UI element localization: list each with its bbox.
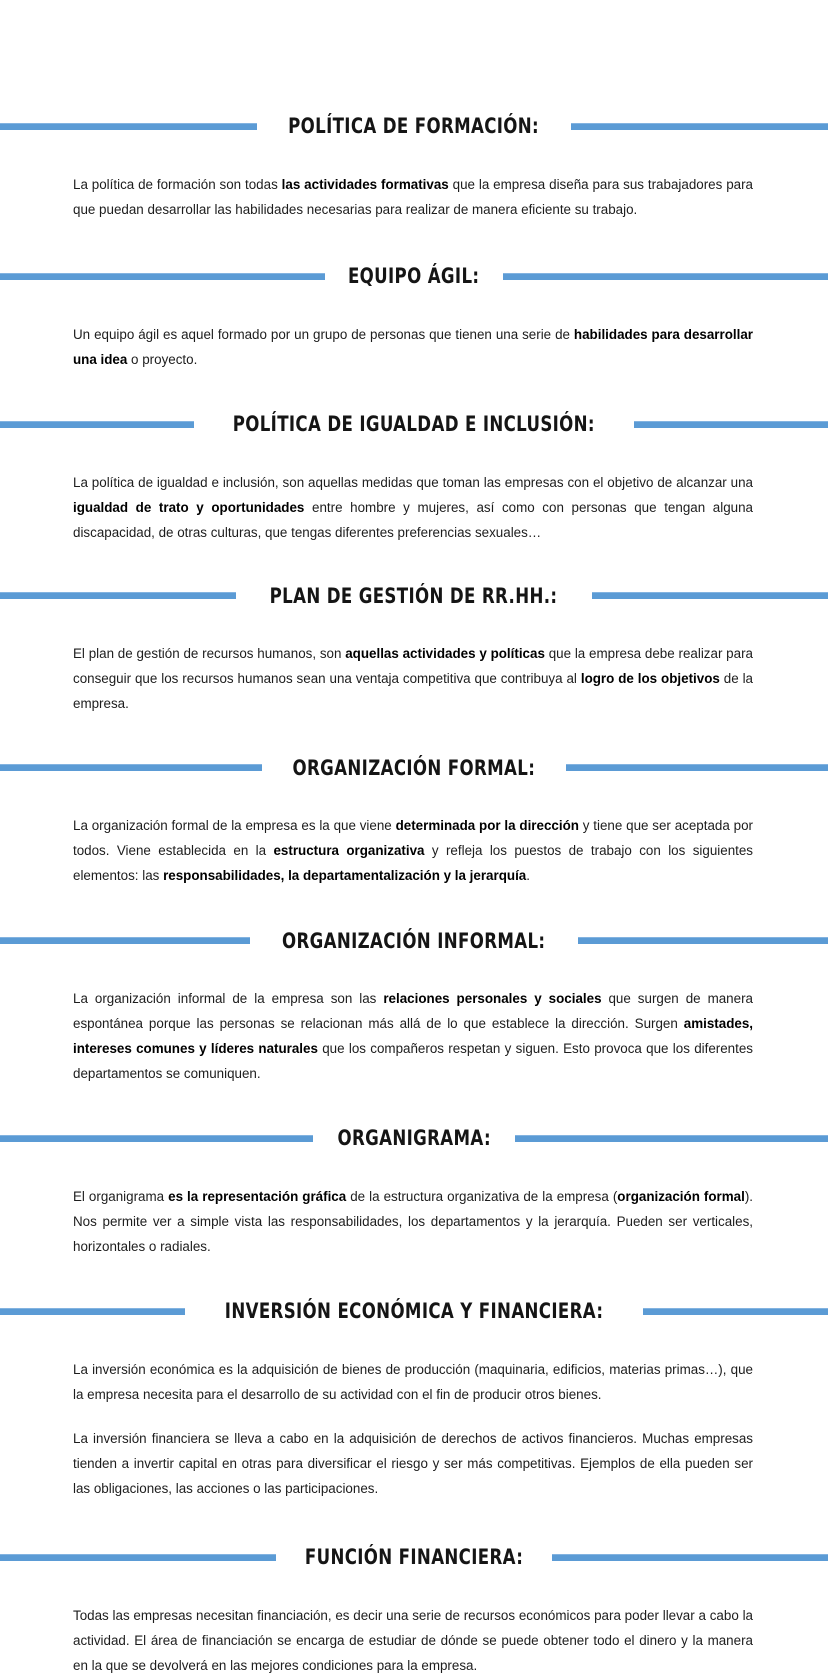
- section-heading: PLAN DE GESTIÓN DE RR.HH.:: [270, 583, 558, 608]
- emphasis-text: habilidades para desarrollar una idea: [73, 326, 753, 367]
- body-text: La política de igualdad e inclusión, son aquellas medidas que toman las empresas con el objetivo de alcanzar una: [73, 474, 753, 490]
- section-organizacion-formal: [0, 737, 828, 888]
- body-text: que surgen de manera espontánea porque las personas se relacionan más allá de lo que establece la dirección. Surgen: [73, 991, 753, 1032]
- section-politica-igualdad: [0, 394, 828, 545]
- emphasis-text: amistades, intereses comunes y líderes naturales: [73, 1016, 753, 1057]
- section-body: [0, 1357, 828, 1501]
- body-text: La inversión económica es la adquisición de bienes de producción (maquinaria, edificios, materias primas…), que la empresa necesita para el desarrollo de su actividad con el fin de producir otros bienes.: [73, 1361, 753, 1402]
- paragraph: [73, 322, 753, 372]
- section-heading-row: [0, 96, 828, 157]
- body-text: La política de formación son todas: [73, 176, 282, 192]
- section-heading-row: [0, 394, 828, 455]
- document-content: [0, 96, 828, 1678]
- emphasis-text: igualdad de trato y oportunidades: [73, 499, 305, 515]
- section-politica-formacion: [0, 96, 828, 222]
- section-heading: EQUIPO ÁGIL:: [348, 264, 480, 289]
- section-heading-row: [0, 737, 828, 798]
- section-heading: FUNCIÓN FINANCIERA:: [304, 1545, 524, 1570]
- section-body: [0, 641, 828, 716]
- heading-rule-right: [634, 421, 828, 428]
- heading-rule-right: [552, 1554, 828, 1561]
- emphasis-text: las actividades formativas: [281, 176, 449, 192]
- heading-rule-left: [0, 421, 194, 428]
- heading-rule-right: [578, 937, 828, 944]
- section-heading: ORGANIGRAMA:: [337, 1126, 491, 1151]
- emphasis-text: aquellas actividades y políticas: [345, 646, 545, 662]
- emphasis-text: relaciones personales y sociales: [383, 991, 602, 1007]
- section-heading-row: [0, 910, 828, 971]
- emphasis-text: responsabilidades, la departamentalización y la jerarquía: [163, 868, 527, 884]
- paragraph: [73, 1603, 753, 1678]
- section-body: [0, 986, 828, 1086]
- heading-rule-right: [515, 1135, 828, 1142]
- body-text: y refleja los puestos de trabajo con los siguientes elementos: las: [73, 843, 754, 884]
- emphasis-text: determinada por la dirección: [395, 818, 579, 834]
- heading-rule-left: [0, 1308, 185, 1315]
- section-heading-row: [0, 1527, 828, 1588]
- paragraph: [73, 470, 753, 545]
- section-heading: POLÍTICA DE IGUALDAD E INCLUSIÓN:: [232, 412, 596, 437]
- body-text: y tiene que ser aceptada por todos. Viene establecida en la: [73, 818, 753, 859]
- heading-rule-left: [0, 1554, 276, 1561]
- emphasis-text: logro de los objetivos: [580, 671, 720, 687]
- section-organizacion-informal: [0, 910, 828, 1086]
- paragraph: [73, 641, 753, 716]
- body-text: que los compañeros respetan y siguen. Esto provoca que los diferentes departamentos se comuniquen.: [73, 1041, 753, 1082]
- section-funcion-financiera: [0, 1527, 828, 1678]
- section-heading-row: [0, 246, 828, 307]
- heading-rule-right: [643, 1308, 828, 1315]
- emphasis-text: es la representación gráfica: [168, 1188, 347, 1204]
- heading-rule-right: [503, 273, 828, 280]
- heading-rule-right: [571, 123, 828, 130]
- section-body: [0, 1603, 828, 1678]
- section-body: [0, 470, 828, 545]
- section-plan-gestion-rrhh: [0, 566, 828, 717]
- body-text: El plan de gestión de recursos humanos, son: [73, 646, 346, 662]
- body-text: de la empresa.: [73, 671, 754, 712]
- section-body: [0, 322, 828, 372]
- section-body: [0, 1184, 828, 1259]
- body-text: que la empresa debe realizar para conseguir que los recursos humanos sean una ventaja competitiva que contribuya al: [73, 646, 753, 687]
- heading-rule-left: [0, 592, 236, 599]
- body-text: Un equipo ágil es aquel formado por un grupo de personas que tienen una serie de: [73, 326, 574, 342]
- body-text: .: [526, 868, 530, 884]
- section-equipo-agil: [0, 246, 828, 372]
- heading-rule-right: [592, 592, 828, 599]
- body-text: Todas las empresas necesitan financiación, es decir una serie de recursos económicos para poder llevar a cabo la actividad. El área de financiación se encarga de estudiar de dónde se puede obtener todo el dinero y la manera en la que se devolverá en las mejores condiciones para la empresa.: [73, 1607, 753, 1673]
- section-heading-row: [0, 1281, 828, 1342]
- paragraph: [73, 1184, 753, 1259]
- body-text: entre hombre y mujeres, así como con personas que tengan alguna discapacidad, de otras culturas, que tengas diferentes preferencias sexuales…: [73, 499, 753, 540]
- heading-rule-left: [0, 1135, 313, 1142]
- body-text: La inversión financiera se lleva a cabo en la adquisición de derechos de activos financieros. Muchas empresas tienden a invertir capital en otras para diversificar el riesgo y ser más competitivas. Ejemplos de ella pueden ser las obligaciones, las acciones o las participaciones.: [73, 1430, 753, 1496]
- heading-rule-left: [0, 273, 325, 280]
- section-organigrama: [0, 1108, 828, 1259]
- body-text: o proyecto.: [127, 351, 198, 367]
- paragraph: [73, 1426, 753, 1501]
- paragraph: [73, 172, 753, 222]
- body-text: El organigrama: [73, 1188, 169, 1204]
- body-text: ). Nos permite ver a simple vista las responsabilidades, los departamentos y la jerarquía. Pueden ser verticales, horizontales o radiales.: [73, 1188, 754, 1254]
- paragraph: [73, 813, 753, 888]
- paragraph: [73, 986, 753, 1086]
- section-heading-row: [0, 1108, 828, 1169]
- heading-rule-right: [566, 764, 828, 771]
- section-body: [0, 172, 828, 222]
- section-heading: ORGANIZACIÓN FORMAL:: [292, 755, 536, 780]
- body-text: La organización informal de la empresa son las: [73, 991, 384, 1007]
- section-inversion-economica-financiera: [0, 1281, 828, 1501]
- section-heading: INVERSIÓN ECONÓMICA Y FINANCIERA:: [224, 1299, 604, 1324]
- body-text: La organización formal de la empresa es la que viene: [73, 818, 396, 834]
- heading-rule-left: [0, 764, 262, 771]
- heading-rule-left: [0, 123, 257, 130]
- section-body: [0, 813, 828, 888]
- emphasis-text: organización formal: [617, 1188, 745, 1204]
- heading-rule-left: [0, 937, 250, 944]
- emphasis-text: estructura organizativa: [273, 843, 425, 859]
- section-heading: POLÍTICA DE FORMACIÓN:: [288, 114, 540, 139]
- section-heading: ORGANIZACIÓN INFORMAL:: [282, 928, 546, 953]
- paragraph: [73, 1357, 753, 1407]
- body-text: que la empresa diseña para sus trabajadores para que puedan desarrollar las habilidades necesarias para realizar de manera eficiente su trabajo.: [73, 176, 754, 217]
- body-text: de la estructura organizativa de la empresa (: [346, 1188, 618, 1204]
- section-heading-row: [0, 566, 828, 627]
